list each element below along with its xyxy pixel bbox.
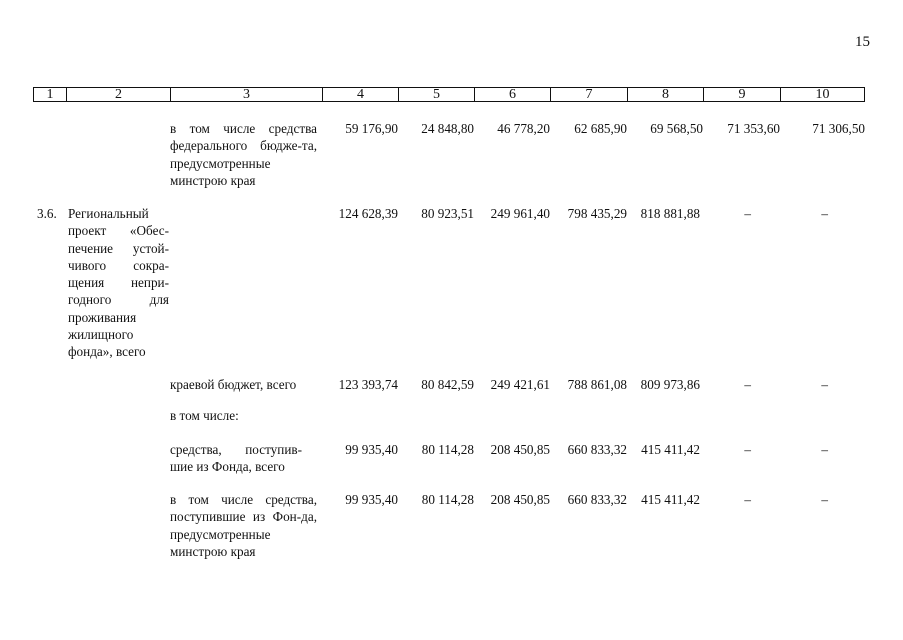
header-col-4: 4 <box>322 87 399 102</box>
page-number: 15 <box>855 34 870 50</box>
value-col-7: 798 435,29 <box>567 206 627 221</box>
row-description: краевой бюджет, всего <box>170 377 297 392</box>
header-col-7: 7 <box>550 87 628 102</box>
header-col-10: 10 <box>780 87 865 102</box>
value-col-9: – <box>744 442 751 457</box>
value-col-5: 24 848,80 <box>421 121 474 136</box>
value-col-6: 249 421,61 <box>490 377 550 392</box>
value-col-9: – <box>744 206 751 221</box>
value-col-9: – <box>744 377 751 392</box>
value-col-4: 123 393,74 <box>338 377 398 392</box>
value-col-8: 415 411,42 <box>641 492 700 507</box>
value-col-10: – <box>821 377 828 392</box>
header-col-8: 8 <box>627 87 704 102</box>
value-col-10: – <box>821 442 828 457</box>
value-col-10: – <box>821 206 828 221</box>
row-description: в том числе средства, поступившие из Фон-да, предусмотренные минстрою края <box>170 492 317 559</box>
value-col-5: 80 923,51 <box>421 206 474 221</box>
value-col-8: 415 411,42 <box>641 442 700 457</box>
header-col-5: 5 <box>398 87 475 102</box>
row-number: 3.6. <box>37 206 57 221</box>
value-col-6: 249 961,40 <box>490 206 550 221</box>
value-col-4: 99 935,40 <box>345 442 398 457</box>
header-col-9: 9 <box>703 87 781 102</box>
value-col-8: 818 881,88 <box>640 206 700 221</box>
row-title: Региональный проект «Обес-печение устой-чивого сокра-щения непри-годного для проживания жилищного фонда», всего <box>68 206 169 360</box>
value-col-4: 124 628,39 <box>338 206 398 221</box>
value-col-4: 99 935,40 <box>345 492 398 507</box>
row-description: в том числе: <box>170 408 239 423</box>
value-col-10: – <box>821 492 828 507</box>
value-col-9: – <box>744 492 751 507</box>
value-col-8: 69 568,50 <box>650 121 703 136</box>
value-col-9: 71 353,60 <box>727 121 780 136</box>
header-col-1: 1 <box>33 87 67 102</box>
value-col-6: 46 778,20 <box>497 121 550 136</box>
value-col-7: 660 833,32 <box>567 442 627 457</box>
value-col-7: 788 861,08 <box>567 377 627 392</box>
header-col-3: 3 <box>170 87 323 102</box>
value-col-5: 80 842,59 <box>421 377 474 392</box>
value-col-7: 660 833,32 <box>567 492 627 507</box>
row-description: средства, поступив-шие из Фонда, всего <box>170 442 302 475</box>
value-col-5: 80 114,28 <box>421 442 474 457</box>
value-col-4: 59 176,90 <box>345 121 398 136</box>
header-col-2: 2 <box>66 87 171 102</box>
value-col-6: 208 450,85 <box>490 492 550 507</box>
value-col-7: 62 685,90 <box>574 121 627 136</box>
value-col-10: 71 306,50 <box>812 121 865 136</box>
value-col-8: 809 973,86 <box>640 377 700 392</box>
value-col-6: 208 450,85 <box>490 442 550 457</box>
header-col-6: 6 <box>474 87 551 102</box>
row-description: в том числе средства федерального бюдже-та, предусмотренные минстрою края <box>170 121 317 188</box>
value-col-5: 80 114,28 <box>421 492 474 507</box>
